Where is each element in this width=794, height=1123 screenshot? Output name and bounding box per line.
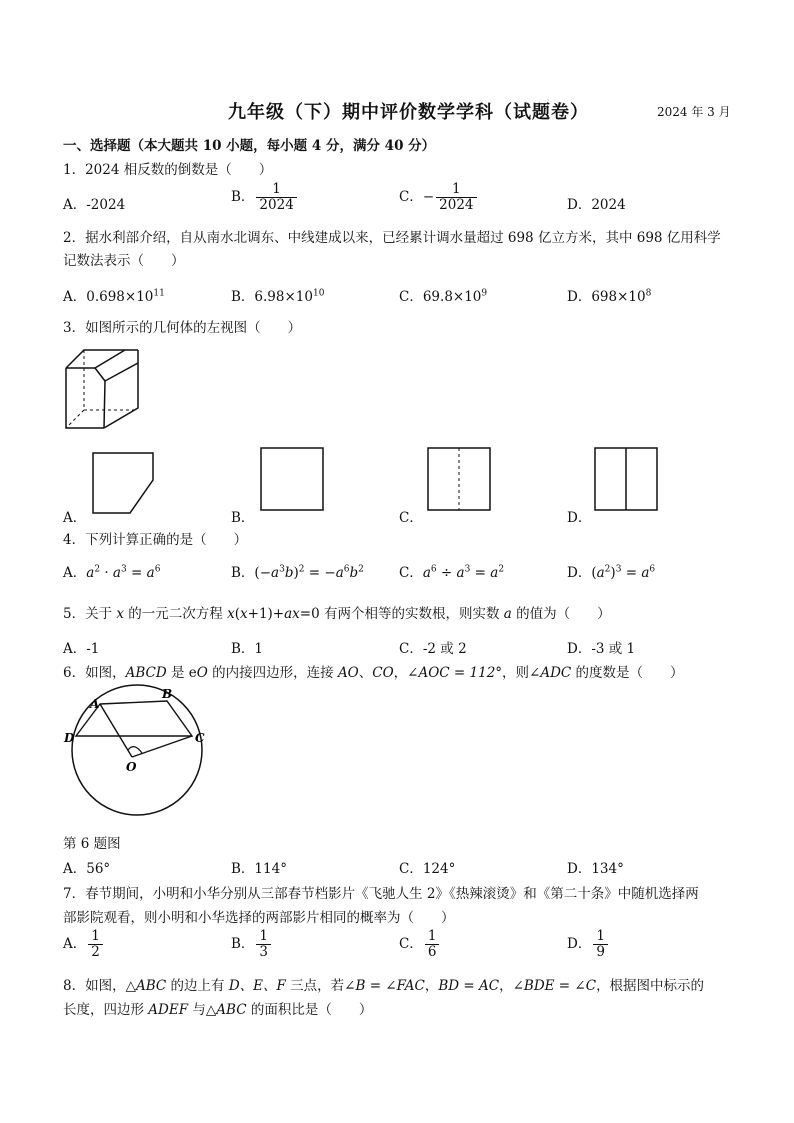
label-c: C: [195, 731, 205, 745]
q5-option-b[interactable]: B．1: [231, 641, 264, 657]
q3-option-a-figure[interactable]: [90, 450, 158, 516]
q4-option-d[interactable]: D．$(a^2)^3 = a^6$: [567, 564, 656, 581]
q6-option-b[interactable]: B．114°: [231, 861, 287, 877]
q6-option-a[interactable]: A．56°: [63, 861, 111, 877]
q3-option-d-figure[interactable]: [592, 446, 660, 514]
q2-stem-line2: 记数法表示（ ）: [63, 253, 185, 269]
fraction: $\frac{1}{6}$: [425, 929, 440, 960]
q2-option-c[interactable]: C．$69.8\times 10^9$: [399, 288, 488, 305]
q1-stem: 1．2024 相反数的倒数是（ ）: [63, 162, 273, 178]
q5-option-c[interactable]: C．-2 或 2: [399, 641, 467, 657]
q4-stem: 4．下列计算正确的是（ ）: [63, 532, 248, 548]
label-d: D: [64, 731, 75, 745]
q2-option-a[interactable]: A．$0.698\times 10^{11}$: [63, 288, 165, 305]
q7-stem-line2: 部影院观看，则小明和小华选择的两部影片相同的概率为（ ）: [63, 910, 455, 926]
q6-stem: 6．如图，ABCD 是 eO 的内接四边形，连接 AO、CO，∠AOC = 112°，则∠ADC 的度数是（ ）: [63, 665, 684, 681]
q3-option-b-label[interactable]: B．: [231, 510, 255, 526]
q6-figure-caption: 第 6 题图: [63, 836, 121, 852]
q8-stem-line1: 8．如图，△ABC 的边上有 D、E、F 三点，若∠B = ∠FAC，BD = AC，∠BDE = ∠C，根据图中标示的: [63, 978, 705, 994]
label-o: O: [126, 760, 137, 774]
q7-option-b[interactable]: B． $\frac{1}{3}$: [231, 929, 273, 960]
fraction: $\frac{1}{2024}$: [436, 182, 476, 213]
q7-option-c[interactable]: C． $\frac{1}{6}$: [399, 929, 441, 960]
exam-date: 2024 年 3 月: [657, 105, 731, 119]
q4-option-a[interactable]: A．$a^2 \cdot a^3 = a^6$: [63, 564, 161, 581]
q3-option-c-label[interactable]: C．: [399, 510, 423, 526]
q6-circle-figure: [62, 688, 212, 822]
q5-option-a[interactable]: A．-1: [63, 641, 100, 657]
q7-option-a[interactable]: A． $\frac{1}{2}$: [63, 929, 105, 960]
q4-option-c[interactable]: C．$a^6 \div a^3 = a^2$: [399, 564, 505, 581]
q3-solid-figure: [60, 348, 144, 432]
q5-option-d[interactable]: D．-3 或 1: [567, 641, 636, 657]
q2-stem-line1: 2．据水利部介绍，自从南水北调东、中线建成以来，已经累计调水量超过 698 亿立方米，其中 698 亿用科学: [63, 230, 721, 246]
fraction: $\frac{1}{3}$: [256, 929, 271, 960]
q8-stem-line2: 长度，四边形 ADEF 与△ABC 的面积比是（ ）: [63, 1002, 373, 1018]
q1-option-c[interactable]: C．− $\frac{1}{2024}$: [399, 182, 479, 213]
q7-stem-line1: 7．春节期间，小明和小华分别从三部春节档影片《飞驰人生 2》《热辣滚烫》和《第二十条》中随机选择两: [63, 886, 699, 902]
label-a: A: [90, 697, 100, 711]
q3-option-b-figure[interactable]: [258, 446, 326, 514]
q6-option-d[interactable]: D．134°: [567, 861, 624, 877]
q1-option-b[interactable]: B． $\frac{1}{2024}$: [231, 182, 299, 213]
q1-option-d[interactable]: D．2024: [567, 197, 626, 213]
q1-option-a[interactable]: A．-2024: [63, 197, 126, 213]
fraction: $\frac{1}{2}$: [88, 929, 103, 960]
q4-option-b[interactable]: B．$(-a^3b)^2 = -a^6b^2$: [231, 564, 364, 581]
section-heading: 一、选择题（本大题共 10 小题，每小题 4 分，满分 40 分）: [63, 138, 436, 154]
fraction: $\frac{1}{2024}$: [256, 182, 296, 213]
q3-stem: 3．如图所示的几何体的左视图（ ）: [63, 320, 302, 336]
q5-stem: 5．关于 x 的一元二次方程 x(x+1)+ax=0 有两个相等的实数根，则实数 a 的值为（ ）: [63, 606, 611, 622]
page-title: 九年级（下）期中评价数学学科（试题卷）: [228, 102, 589, 123]
q2-option-b[interactable]: B．$6.98\times 10^{10}$: [231, 288, 325, 305]
fraction: $\frac{1}{9}$: [593, 929, 608, 960]
q3-option-a-label[interactable]: A．: [63, 510, 87, 526]
label-b: B: [162, 687, 173, 701]
q6-option-c[interactable]: C．124°: [399, 861, 456, 877]
q3-option-c-figure[interactable]: [425, 446, 493, 514]
q7-option-d[interactable]: D． $\frac{1}{9}$: [567, 929, 610, 960]
q3-option-d-label[interactable]: D．: [567, 510, 592, 526]
q2-option-d[interactable]: D．$698\times 10^8$: [567, 288, 652, 305]
